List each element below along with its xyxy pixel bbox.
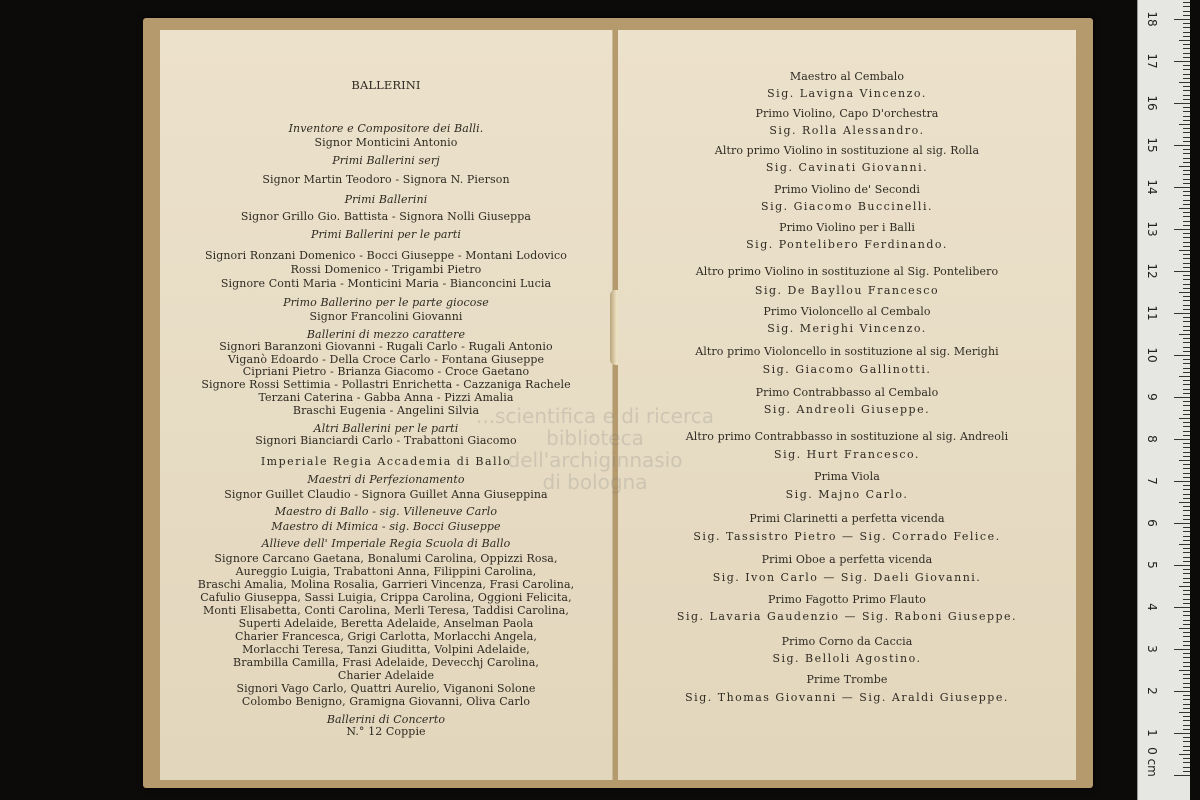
text-line: Signore Carcano Gaetana, Bonalumi Carolina, Oppizzi Rosa, — [214, 552, 558, 565]
ruler-tick — [1183, 414, 1190, 415]
text-line: Charier Adelaide — [337, 669, 435, 682]
text-line: Altri Ballerini per le parti — [313, 422, 459, 435]
ruler-tick — [1183, 552, 1190, 553]
text-line: Sig. Lavigna Vincenzo. — [767, 87, 927, 100]
text-line: Sig. Tassistro Pietro — Sig. Corrado Felice. — [693, 530, 1001, 543]
ruler-tick — [1183, 48, 1190, 49]
ruler-tick — [1183, 666, 1190, 667]
ruler-tick — [1183, 23, 1190, 24]
ruler-number: 7 — [1145, 477, 1159, 485]
text-line: Sig. Merighi Vincenzo. — [767, 322, 927, 335]
ruler-tick — [1183, 410, 1190, 411]
ruler-tick — [1183, 338, 1190, 339]
ruler-tick — [1183, 485, 1190, 486]
ruler-tick — [1183, 309, 1190, 310]
ruler-tick — [1183, 477, 1190, 478]
ruler-tick — [1183, 657, 1190, 658]
library-watermark — [470, 405, 720, 493]
ruler-tick — [1183, 296, 1190, 297]
ruler-tick — [1183, 431, 1190, 432]
ruler-tick — [1183, 510, 1190, 511]
text-line: Signor Francolini Giovanni — [309, 310, 463, 323]
text-line: Sig. Ivon Carlo — Sig. Daeli Giovanni. — [712, 571, 982, 584]
text-line: Inventore e Compositore dei Balli. — [288, 122, 484, 135]
text-line: Rossi Domenico - Trigambi Pietro — [290, 263, 482, 276]
ruler-tick — [1174, 691, 1190, 692]
ruler-tick — [1183, 233, 1190, 234]
ruler-tick — [1183, 317, 1190, 318]
ruler-tick — [1179, 376, 1190, 377]
text-line: Braschi Amalia, Molina Rosalia, Garrieri Vincenza, Frasi Carolina, — [197, 578, 575, 591]
text-line: Signori Ronzani Domenico - Bocci Giuseppe - Montani Lodovico — [204, 249, 568, 262]
ruler-tick — [1183, 548, 1190, 549]
text-line: Viganò Edoardo - Della Croce Carlo - Fontana Giuseppe — [227, 353, 545, 366]
watermark-line: ...scientifica e di ricerca — [475, 404, 715, 428]
text-line: Primi Ballerini per le parti — [310, 228, 462, 241]
ruler-tick — [1183, 687, 1190, 688]
ruler-tick — [1183, 494, 1190, 495]
text-line: Signori Baranzoni Giovanni - Rugali Carlo - Rugali Antonio — [219, 340, 553, 353]
ruler-tick — [1183, 464, 1190, 465]
text-line: Signori Vago Carlo, Quattri Aurelio, Viganoni Solone — [236, 682, 536, 695]
ruler-tick — [1174, 19, 1190, 20]
ruler-tick — [1183, 645, 1190, 646]
ruler-tick — [1183, 326, 1190, 327]
ruler-tick — [1183, 569, 1190, 570]
text-line: Altro primo Contrabbasso in sostituzione al sig. Andreoli — [685, 430, 1009, 443]
text-line: Primo Violino, Capo D'orchestra — [755, 107, 939, 120]
ruler-tick — [1183, 225, 1190, 226]
text-line: Sig. Giacomo Buccinelli. — [761, 200, 933, 213]
ruler-tick — [1183, 695, 1190, 696]
text-line: Sig. Majno Carlo. — [785, 488, 909, 501]
ruler-tick — [1183, 162, 1190, 163]
ruler-number: 11 — [1145, 305, 1159, 321]
ruler-tick — [1174, 775, 1190, 776]
ruler-tick — [1183, 174, 1190, 175]
ruler-tick — [1183, 473, 1190, 474]
text-line: Morlacchi Teresa, Tanzi Giuditta, Volpini Adelaide, — [242, 643, 530, 656]
ruler-tick — [1183, 641, 1190, 642]
text-line: Terzani Caterina - Gabba Anna - Pizzi Amalia — [258, 391, 514, 404]
text-line: Primo Fagotto Primo Flauto — [768, 593, 926, 606]
ruler-tick — [1179, 208, 1190, 209]
ruler-tick — [1183, 603, 1190, 604]
text-line: Prime Trombe — [806, 673, 888, 686]
ruler-tick — [1183, 573, 1190, 574]
ruler-tick — [1183, 405, 1190, 406]
text-line: Ballerini di mezzo carattere — [306, 328, 466, 341]
ruler-tick — [1183, 351, 1190, 352]
ruler-tick — [1183, 200, 1190, 201]
ruler-tick — [1183, 6, 1190, 7]
text-line: Signor Monticini Antonio — [314, 136, 458, 149]
text-line: Signore Conti Maria - Monticini Maria - Bianconcini Lucia — [220, 277, 552, 290]
ruler-tick — [1183, 527, 1190, 528]
ruler-tick — [1183, 258, 1190, 259]
text-line: Colombo Benigno, Gramigna Giovanni, Oliva Carlo — [241, 695, 531, 708]
text-line: Primo Violino per i Balli — [779, 221, 915, 234]
ruler-tick — [1183, 44, 1190, 45]
text-line: Sig. Lavaria Gaudenzio — Sig. Raboni Giuseppe. — [676, 610, 1018, 623]
ruler-tick — [1183, 767, 1190, 768]
ruler-tick — [1183, 519, 1190, 520]
ruler-tick — [1179, 460, 1190, 461]
text-line: Sig. Cavinati Giovanni. — [765, 161, 929, 174]
ruler-tick — [1183, 221, 1190, 222]
ruler-tick — [1183, 674, 1190, 675]
ruler-tick — [1183, 2, 1190, 3]
text-line: Primi Ballerini serj — [332, 154, 440, 167]
ruler-tick — [1179, 502, 1190, 503]
ruler-tick — [1183, 536, 1190, 537]
ruler-tick — [1183, 90, 1190, 91]
ruler-tick — [1174, 229, 1190, 230]
ruler-tick — [1183, 116, 1190, 117]
ruler-tick — [1183, 531, 1190, 532]
ruler-tick — [1174, 523, 1190, 524]
text-line: Maestro al Cembalo — [789, 70, 905, 83]
ruler-tick — [1183, 435, 1190, 436]
ruler-tick — [1183, 111, 1190, 112]
text-line: Maestri di Perfezionamento — [307, 473, 465, 486]
ruler-tick — [1174, 607, 1190, 608]
ruler-tick — [1183, 594, 1190, 595]
ruler-tick — [1183, 279, 1190, 280]
ruler-tick — [1183, 561, 1190, 562]
text-line: Sig. Pontelibero Ferdinando. — [746, 238, 948, 251]
text-line: Signore Rossi Settimia - Pollastri Enrichetta - Cazzaniga Rachele — [201, 378, 571, 391]
text-line: Brambilla Camilla, Frasi Adelaide, Devecchj Carolina, — [233, 656, 539, 669]
ruler-tick — [1183, 582, 1190, 583]
ruler-tick — [1183, 195, 1190, 196]
ruler-tick — [1183, 750, 1190, 751]
ruler-tick — [1183, 27, 1190, 28]
ruler-tick — [1183, 242, 1190, 243]
ruler-tick — [1183, 632, 1190, 633]
ruler-tick — [1179, 250, 1190, 251]
text-line: Ballerini di Concerto — [326, 713, 446, 726]
text-line: Prima Viola — [814, 470, 880, 483]
ruler-tick — [1183, 212, 1190, 213]
ruler-tick — [1174, 733, 1190, 734]
ruler-tick — [1183, 540, 1190, 541]
ruler-tick — [1183, 380, 1190, 381]
ruler-number: 4 — [1145, 603, 1159, 611]
measurement-ruler — [1137, 0, 1190, 800]
text-line: Signori Bianciardi Carlo - Trabattoni Giacomo — [255, 434, 517, 447]
ruler-tick — [1183, 662, 1190, 663]
text-line: Primi Clarinetti a perfetta vicenda — [749, 512, 945, 525]
text-line: Cafulio Giuseppa, Sassi Luigia, Crippa Carolina, Oggioni Felicita, — [200, 591, 572, 604]
text-line: Charier Francesca, Grigi Carlotta, Morlacchi Angela, — [234, 630, 538, 643]
ruler-tick — [1174, 649, 1190, 650]
watermark-line: biblioteca dell'archiginnasio — [507, 426, 683, 472]
ruler-tick — [1174, 145, 1190, 146]
ruler-tick — [1183, 452, 1190, 453]
ruler-tick — [1183, 771, 1190, 772]
text-line: Sig. Giacomo Gallinotti. — [762, 363, 932, 376]
ruler-number: 17 — [1145, 53, 1159, 69]
ruler-tick — [1183, 363, 1190, 364]
text-line: Superti Adelaide, Beretta Adelaide, Anselman Paola — [238, 617, 534, 630]
ruler-number: 15 — [1145, 137, 1159, 153]
ruler-tick — [1183, 216, 1190, 217]
ruler-tick — [1183, 401, 1190, 402]
ruler-tick — [1183, 590, 1190, 591]
ruler-tick — [1183, 708, 1190, 709]
ruler-tick — [1183, 704, 1190, 705]
text-line: Primo Corno da Caccia — [781, 635, 913, 648]
ruler-tick — [1183, 422, 1190, 423]
ruler-tick — [1183, 393, 1190, 394]
ruler-tick — [1183, 53, 1190, 54]
ruler-tick — [1183, 347, 1190, 348]
ruler-number: 14 — [1145, 179, 1159, 195]
ruler-number: 10 — [1145, 347, 1159, 363]
ruler-number: 6 — [1145, 519, 1159, 527]
watermark-line: di bologna — [542, 470, 648, 494]
ruler-tick — [1179, 586, 1190, 587]
ruler-tick — [1183, 32, 1190, 33]
ruler-tick — [1183, 699, 1190, 700]
ruler-tick — [1183, 636, 1190, 637]
ruler-tick — [1183, 86, 1190, 87]
ruler-tick — [1183, 683, 1190, 684]
text-line: Altro primo Violino in sostituzione al sig. Rolla — [714, 144, 980, 157]
ruler-tick — [1183, 468, 1190, 469]
ruler-tick — [1183, 653, 1190, 654]
text-line: Monti Elisabetta, Conti Carolina, Merli Teresa, Taddisi Carolina, — [202, 604, 570, 617]
ruler-tick — [1183, 498, 1190, 499]
ruler-tick — [1183, 237, 1190, 238]
ruler-tick — [1183, 74, 1190, 75]
ruler-tick — [1183, 107, 1190, 108]
ruler-tick — [1183, 506, 1190, 507]
ruler-number: 3 — [1145, 645, 1159, 653]
text-line: Primo Ballerino per le parte giocose — [283, 296, 489, 309]
ruler-number: 9 — [1145, 393, 1159, 401]
text-line: N.° 12 Coppie — [346, 725, 426, 738]
ruler-tick — [1174, 481, 1190, 482]
ruler-tick — [1183, 359, 1190, 360]
ruler-tick — [1174, 271, 1190, 272]
ruler-tick — [1183, 342, 1190, 343]
ruler-tick — [1183, 191, 1190, 192]
ruler-tick — [1174, 61, 1190, 62]
ruler-tick — [1183, 254, 1190, 255]
ruler-tick — [1183, 275, 1190, 276]
ruler-tick — [1183, 330, 1190, 331]
text-line: Sig. Hurt Francesco. — [774, 448, 920, 461]
ruler-tick — [1183, 456, 1190, 457]
ruler-tick — [1183, 737, 1190, 738]
text-line: Signor Guillet Claudio - Signora Guillet Anna Giuseppina — [224, 488, 548, 501]
text-line: Imperiale Regia Accademia di Ballo — [260, 455, 512, 468]
ruler-number: 16 — [1145, 95, 1159, 111]
ruler-tick — [1183, 762, 1190, 763]
ruler-tick — [1183, 170, 1190, 171]
ruler-tick — [1174, 397, 1190, 398]
text-line: Sig. Andreoli Giuseppe. — [763, 403, 931, 416]
ruler-tick — [1183, 69, 1190, 70]
ruler-tick — [1174, 103, 1190, 104]
text-line: Allieve dell' Imperiale Regia Scuola di Ballo — [261, 537, 511, 550]
ruler-tick — [1183, 15, 1190, 16]
ruler-tick — [1179, 754, 1190, 755]
text-line: Altro primo Violino in sostituzione al Sig. Pontelibero — [695, 265, 999, 278]
ruler-number: 13 — [1145, 221, 1159, 237]
text-line: Sig. Belloli Agostino. — [772, 652, 922, 665]
ruler-tick — [1183, 57, 1190, 58]
ruler-tick — [1183, 372, 1190, 373]
ruler-tick — [1179, 418, 1190, 419]
ruler-tick — [1179, 292, 1190, 293]
ruler-tick — [1183, 11, 1190, 12]
ruler-tick — [1183, 615, 1190, 616]
ruler-tick — [1183, 741, 1190, 742]
ruler-tick — [1183, 284, 1190, 285]
ruler-tick — [1183, 65, 1190, 66]
ruler-tick — [1183, 99, 1190, 100]
ruler-number: 2 — [1145, 687, 1159, 695]
text-line: Primi Oboe a perfetta vicenda — [761, 553, 933, 566]
ruler-number: 12 — [1145, 263, 1159, 279]
ruler-tick — [1183, 300, 1190, 301]
ruler-tick — [1183, 489, 1190, 490]
ruler-tick — [1183, 158, 1190, 159]
ruler-tick — [1183, 725, 1190, 726]
text-line: Maestro di Ballo - sig. Villeneuve Carlo — [274, 505, 498, 518]
ruler-tick — [1183, 246, 1190, 247]
text-line: Sig. Rolla Alessandro. — [769, 124, 925, 137]
ruler-tick — [1179, 166, 1190, 167]
ruler-tick — [1183, 426, 1190, 427]
text-line: Maestro di Mimica - sig. Bocci Giuseppe — [271, 520, 501, 533]
ruler-tick — [1174, 439, 1190, 440]
ruler-tick — [1183, 263, 1190, 264]
ruler-tick — [1183, 368, 1190, 369]
ruler-tick — [1183, 78, 1190, 79]
ruler-tick — [1179, 82, 1190, 83]
ruler-tick — [1183, 95, 1190, 96]
ruler-tick — [1179, 334, 1190, 335]
ruler-tick — [1183, 716, 1190, 717]
text-line: BALLERINI — [351, 78, 421, 92]
text-line: Signor Martin Teodoro - Signora N. Pierson — [262, 173, 510, 186]
ruler-tick — [1183, 149, 1190, 150]
ruler-tick — [1183, 443, 1190, 444]
ruler-tick — [1183, 153, 1190, 154]
ruler-tick — [1183, 624, 1190, 625]
ruler-tick — [1183, 678, 1190, 679]
ruler-tick — [1179, 124, 1190, 125]
ruler-tick — [1183, 204, 1190, 205]
ruler-tick — [1183, 720, 1190, 721]
ruler-tick — [1179, 670, 1190, 671]
ruler-tick — [1179, 712, 1190, 713]
text-line: Signor Grillo Gio. Battista - Signora Nolli Giuseppa — [240, 210, 532, 223]
text-line: Aureggio Luigia, Trabattoni Anna, Filippini Carolina, — [235, 565, 537, 578]
ruler-tick — [1183, 611, 1190, 612]
text-line: Primi Ballerini — [344, 193, 428, 206]
ruler-tick — [1183, 620, 1190, 621]
ruler-tick — [1183, 384, 1190, 385]
ruler-tick — [1183, 758, 1190, 759]
text-line: Braschi Eugenia - Angelini Silvia — [292, 404, 480, 417]
ruler-tick — [1183, 305, 1190, 306]
ruler-tick — [1183, 120, 1190, 121]
ruler-tick — [1183, 321, 1190, 322]
text-line: Primo Violoncello al Cembalo — [763, 305, 931, 318]
ruler-tick — [1183, 578, 1190, 579]
ruler-number: 18 — [1145, 11, 1159, 27]
ruler-tick — [1183, 183, 1190, 184]
ruler-tick — [1183, 36, 1190, 37]
ruler-number: 8 — [1145, 435, 1159, 443]
text-line: Cipriani Pietro - Brianza Giacomo - Croce Gaetano — [242, 365, 530, 378]
ruler-tick — [1183, 288, 1190, 289]
ruler-number: 5 — [1145, 561, 1159, 569]
ruler-tick — [1183, 132, 1190, 133]
text-line: Primo Violino de' Secondi — [774, 183, 920, 196]
ruler-tick — [1183, 137, 1190, 138]
ruler-tick — [1183, 746, 1190, 747]
ruler-tick — [1183, 729, 1190, 730]
ruler-tick — [1179, 40, 1190, 41]
ruler-tick — [1179, 628, 1190, 629]
ruler-number: 0 cm — [1145, 747, 1159, 777]
ruler-tick — [1183, 389, 1190, 390]
ruler-tick — [1174, 565, 1190, 566]
ruler-tick — [1183, 128, 1190, 129]
ruler-tick — [1183, 141, 1190, 142]
ruler-tick — [1183, 599, 1190, 600]
ruler-tick — [1183, 515, 1190, 516]
ruler-tick — [1174, 313, 1190, 314]
text-line: Sig. De Bayllou Francesco — [754, 284, 940, 297]
ruler-tick — [1174, 187, 1190, 188]
text-line: Altro primo Violoncello in sostituzione al sig. Merighi — [695, 345, 999, 358]
text-line: Primo Contrabbasso al Cembalo — [755, 386, 939, 399]
ruler-tick — [1183, 179, 1190, 180]
ruler-tick — [1183, 447, 1190, 448]
ruler-tick — [1183, 557, 1190, 558]
ruler-number: 1 — [1145, 729, 1159, 737]
text-line: Sig. Thomas Giovanni — Sig. Araldi Giuseppe. — [685, 691, 1009, 704]
ruler-tick — [1183, 267, 1190, 268]
ruler-tick — [1174, 355, 1190, 356]
ruler-tick — [1179, 544, 1190, 545]
